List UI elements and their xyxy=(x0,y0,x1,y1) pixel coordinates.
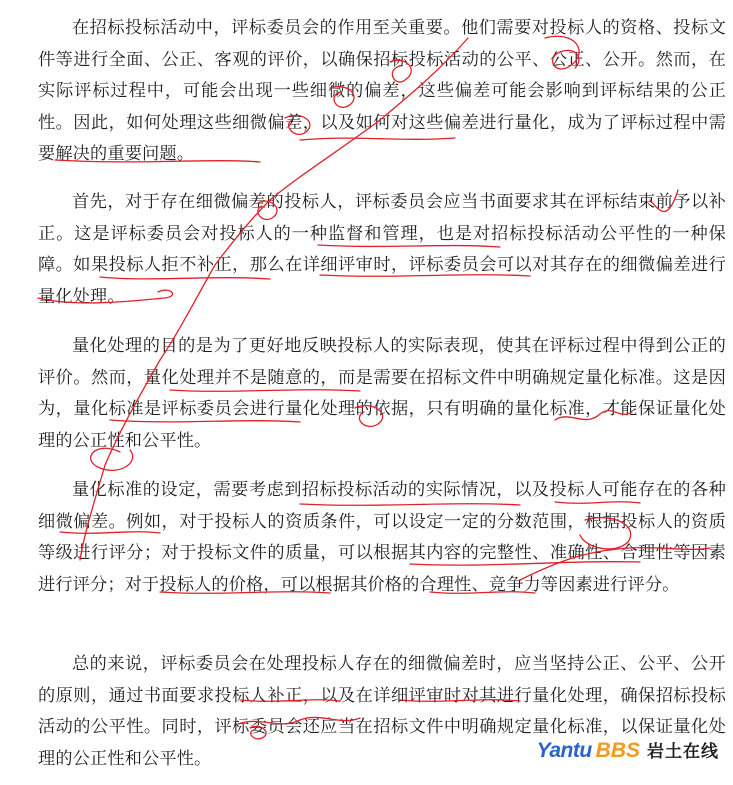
paragraph-quantification-purpose: 量化处理的目的是为了更好地反映投标人的实际表现，使其在评标过程中得到公正的评价。然而，量化处理并不是随意的，而是需要在招标文件中明确规定量化标准。这是因为，量化标准是评标委员会进行量化处理的依据，只有明确的量化标准，才能保证量化处理的公正性和公平性。 xyxy=(38,336,726,451)
paragraph-standard-setting: 量化标准的设定，需要考虑到招标投标活动的实际情况，以及投标人可能存在的各种细微偏差。例如，对于投标人的资质条件，可以设定一定的分数范围，根据投标人的资质等级进行评分；对于投标文件的质量，可以根据其内容的完整性、准确性、合理性等因素进行评分；对于投标人的价格，可以根据其价格的合理性、竞争力等因素进行评分。 xyxy=(38,480,726,595)
watermark-logo-text: Yantu xyxy=(536,739,592,762)
paragraph-conclusion: 总的来说，评标委员会在处理投标人存在的细微偏差时，应当坚持公正、公平、公开的原则，通过书面要求投标人补正，以及在详细评审时对其进行量化处理，确保招标投标活动的公平性。同时，评标委员会还应当在招标文件中明确规定量化标准，以保证量化处理的公正性和公平性。 xyxy=(38,654,726,769)
paragraph-intro: 在招标投标活动中，评标委员会的作用至关重要。他们需要对投标人的资格、投标文件等进行全面、公正、客观的评价，以确保招标投标活动的公平、公正、公开。然而，在实际评标过程中，可能会出现一些细微的偏差，这些偏差可能会影响到评标结果的公正性。因此，如何处理这些细微偏差，以及如何对这些偏差进行量化，成为了评标过程中需要解决的重要问题。 xyxy=(38,18,726,164)
watermark-logo-suffix: BBS xyxy=(595,739,640,762)
paragraph-correction: 首先，对于存在细微偏差的投标人，评标委员会应当书面要求其在评标结束前予以补正。这是评标委员会对投标人的一种监督和管理，也是对招标投标活动公平性的一种保障。如果投标人拒不补正，那么在详细评审时，评标委员会可以对其存在的细微偏差进行量化处理。 xyxy=(38,192,726,307)
site-watermark xyxy=(537,737,719,763)
watermark-chinese-name: 岩土在线 xyxy=(647,742,719,762)
